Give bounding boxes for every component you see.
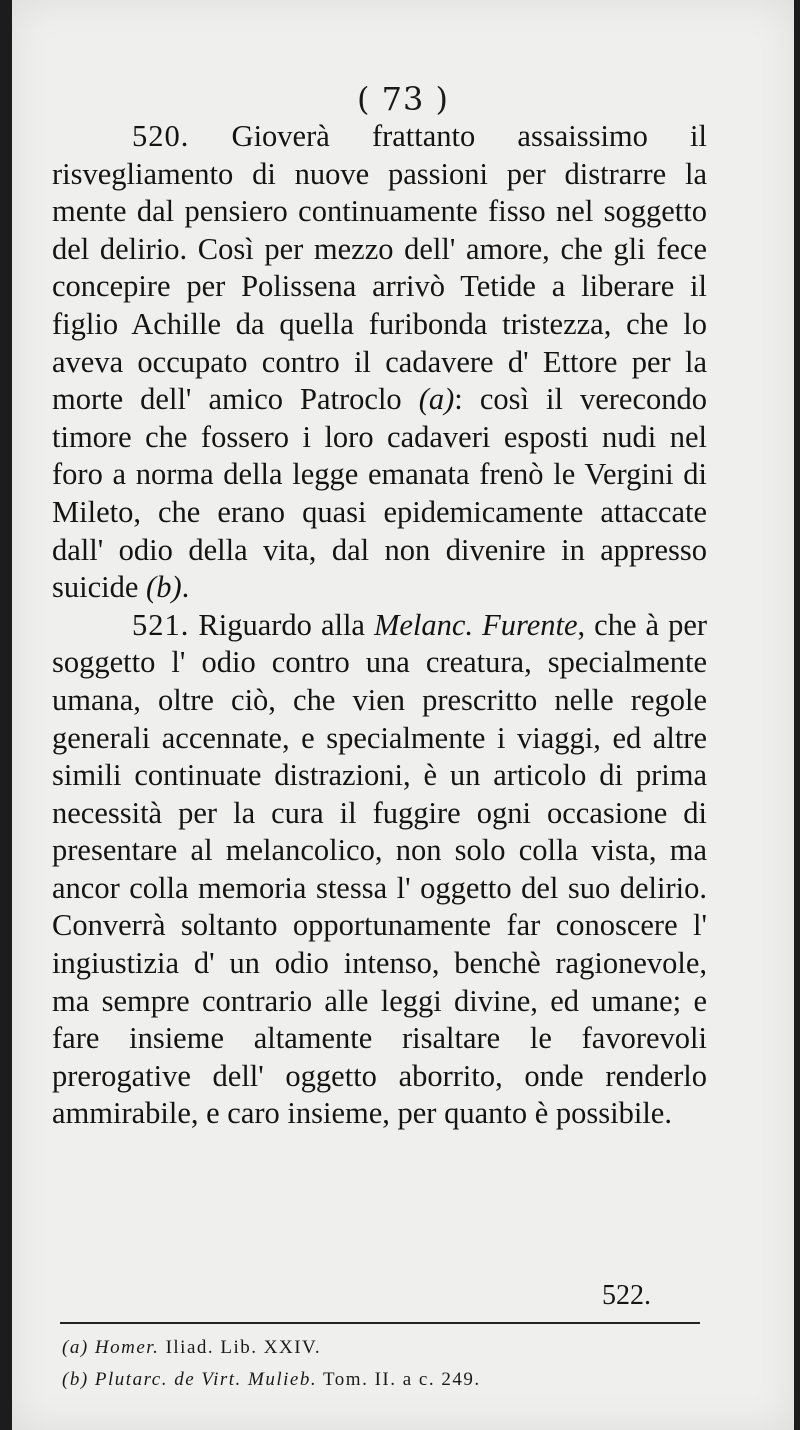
footnote-reference: Tom. II. a c. 249. [323,1369,481,1390]
footnote-b [62,1364,702,1396]
paragraph-number: 520. [132,119,190,153]
footnote-mark: (a) [62,1337,89,1358]
text-segment: , che à per soggetto l' odio contro una creatura, specialmente umana, oltre ciò, che vien prescritto nelle regole generali accennate, e specialmente i viaggi, ed altre simili continuate distrazioni, è un articolo di prima necessità per la cura il fuggire ogni occasione di presentare al melancolico, non solo colla vista, ma ancor colla memoria stessa l' oggetto del suo delirio. Converrà soltanto opportunamente far conoscere l' ingiustizia d' un odio intenso, benchè ragionevole, ma sempre contrario alle leggi divine, ed umane; e fare insieme altamente risaltare le favorevoli prerogative dell' oggetto aborrito, onde renderlo ammirabile, e caro insieme, per quanto è possibile. [52,607,708,1131]
footnote-divider [60,1322,700,1324]
paragraph-521 [52,607,707,1133]
italic-term: Melanc. Furente [373,607,578,642]
footnote-ref-b: (b) [146,570,182,605]
paragraph-520 [52,118,707,607]
footnote-author: Homer. [94,1337,160,1358]
footnote-author: Plutarc. de Virt. Mulieb. [94,1369,318,1390]
main-text [52,118,707,1133]
footnote-a [62,1332,702,1364]
paragraph-text [52,608,707,1131]
text-segment: Gioverà frattanto assaissimo il risvegliamento di nuove passioni per distrarre la mente dal pensiero continuamente fisso nel soggetto del delirio. Così per mezzo dell' amore, che gli fece concepire per Polissena arrivò Tetide a liberare il figlio Achille da quella furibonda tristezza, che lo aveva occupato contro il cadavere d' Ettore per la morte dell' amico Patroclo [52,119,708,417]
footnotes [62,1332,702,1396]
page-number: ( 73 ) [356,80,450,118]
text-segment: : così il verecondo timore che fossero i loro cadaveri esposti nudi nel foro a norma della legge emanata frenò le Vergini di Mileto, che erano quasi epidemicamente attaccate dall' odio della vita, dal non divenire in appresso suicide [52,382,707,605]
paragraph-number: 521. [132,607,190,642]
text-segment: . [181,570,190,605]
text-segment: Riguardo alla [198,607,374,642]
catchword: 522. [602,1280,651,1311]
footnote-mark: (b) [62,1369,89,1390]
footnote-reference: Iliad. Lib. XXIV. [165,1337,322,1358]
book-page [12,0,794,1430]
paragraph-text [52,119,707,604]
footnote-ref-a: (a) [418,382,455,417]
